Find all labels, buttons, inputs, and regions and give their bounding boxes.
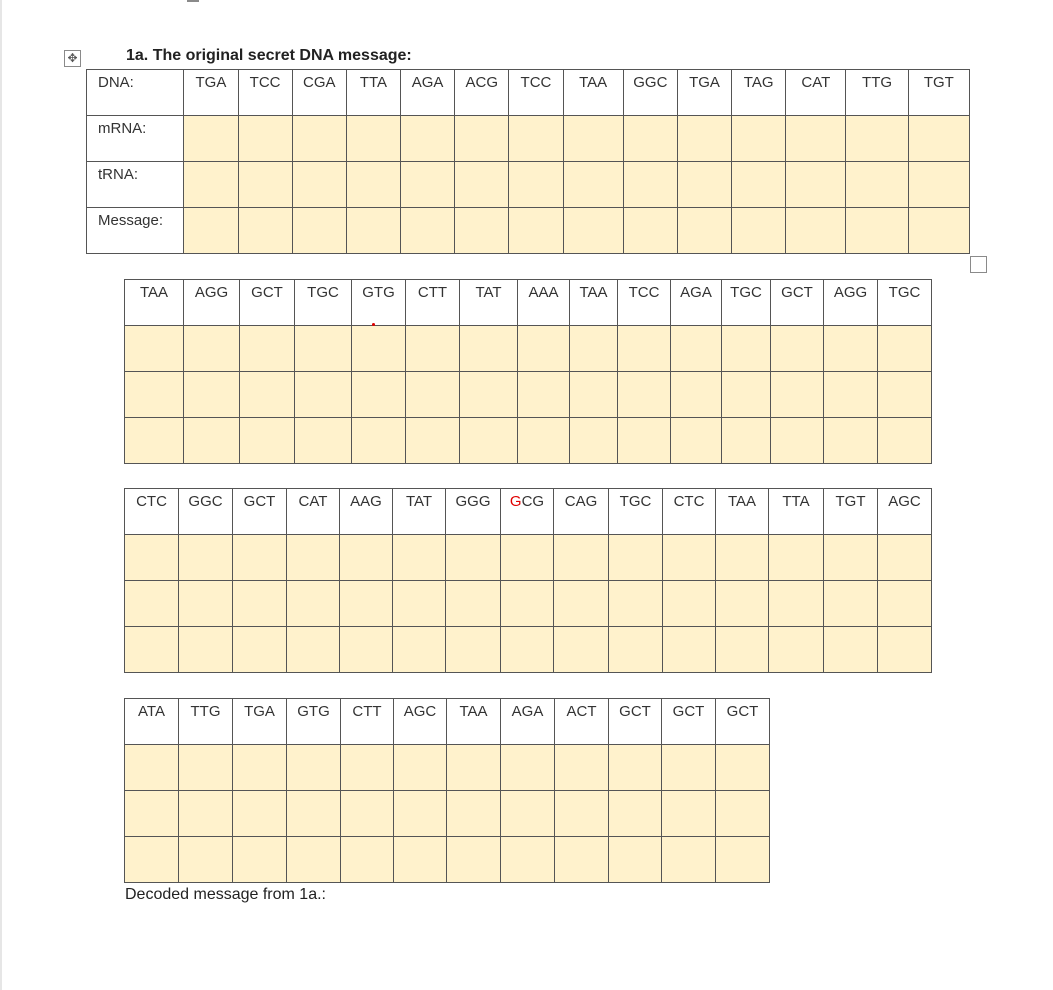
answer-cell[interactable]	[352, 372, 406, 418]
answer-cell[interactable]	[179, 535, 233, 581]
answer-cell[interactable]	[671, 326, 722, 372]
answer-cell[interactable]	[295, 418, 352, 464]
dna-table-3	[124, 488, 932, 673]
answer-cell[interactable]	[287, 837, 341, 883]
answer-cell[interactable]	[662, 745, 716, 791]
row-label: DNA:	[87, 70, 184, 116]
answer-cell[interactable]	[406, 326, 460, 372]
answer-cell[interactable]	[771, 418, 824, 464]
answer-cell[interactable]	[455, 208, 509, 254]
answer-cell[interactable]	[460, 326, 518, 372]
answer-cell[interactable]	[352, 418, 406, 464]
answer-cell[interactable]	[233, 627, 287, 673]
answer-cell[interactable]	[570, 326, 618, 372]
answer-cell[interactable]	[292, 162, 346, 208]
answer-cell[interactable]	[609, 627, 663, 673]
section-heading: 1a. The original secret DNA message:	[126, 47, 412, 64]
table-row	[125, 837, 770, 883]
answer-cell[interactable]	[716, 535, 769, 581]
answer-cell[interactable]	[292, 116, 346, 162]
answer-cell[interactable]	[769, 581, 824, 627]
codon-cell: TAG	[732, 70, 786, 116]
codon-cell: GGC	[623, 70, 677, 116]
answer-cell[interactable]	[824, 627, 878, 673]
answer-cell[interactable]	[446, 581, 501, 627]
answer-cell[interactable]	[609, 745, 662, 791]
answer-cell[interactable]	[394, 837, 447, 883]
answer-cell[interactable]	[555, 745, 609, 791]
answer-cell[interactable]	[618, 418, 671, 464]
codon-cell: TCC	[618, 280, 671, 326]
answer-cell[interactable]	[393, 535, 446, 581]
codon-rest: CG	[521, 493, 545, 510]
answer-cell[interactable]	[846, 116, 908, 162]
answer-cell[interactable]	[287, 627, 340, 673]
table-row	[125, 791, 770, 837]
codon-cell: TGC	[878, 280, 932, 326]
answer-cell[interactable]	[786, 162, 846, 208]
codon-cell: GCT	[771, 280, 824, 326]
codon-cell: AAA	[518, 280, 570, 326]
row-label: tRNA:	[87, 162, 184, 208]
answer-cell[interactable]	[786, 116, 846, 162]
dna-table-1	[86, 69, 970, 254]
codon-cell: TAA	[563, 70, 623, 116]
answer-cell[interactable]	[238, 116, 292, 162]
answer-cell[interactable]	[341, 791, 394, 837]
answer-cell[interactable]	[769, 535, 824, 581]
answer-cell[interactable]	[570, 372, 618, 418]
answer-cell[interactable]	[346, 162, 400, 208]
answer-cell[interactable]	[878, 535, 932, 581]
table-row	[87, 70, 970, 116]
codon-cell: GTG	[287, 699, 341, 745]
codon-cell: TCC	[509, 70, 563, 116]
codon-cell: AGA	[671, 280, 722, 326]
answer-cell[interactable]	[501, 745, 555, 791]
table-row	[87, 116, 970, 162]
table-resize-handle[interactable]	[970, 256, 987, 273]
answer-cell[interactable]	[732, 116, 786, 162]
answer-cell[interactable]	[509, 162, 563, 208]
answer-cell[interactable]	[878, 627, 932, 673]
answer-cell[interactable]	[179, 627, 233, 673]
answer-cell[interactable]	[125, 372, 184, 418]
answer-cell[interactable]	[563, 116, 623, 162]
answer-cell[interactable]	[509, 116, 563, 162]
answer-cell[interactable]	[184, 162, 238, 208]
codon-cell: TGC	[722, 280, 771, 326]
answer-cell[interactable]	[179, 837, 233, 883]
codon-cell: ATA	[125, 699, 179, 745]
answer-cell[interactable]	[824, 372, 878, 418]
codon-cell: GCT	[233, 489, 287, 535]
answer-cell[interactable]	[722, 326, 771, 372]
answer-cell[interactable]	[341, 837, 394, 883]
answer-cell[interactable]	[609, 581, 663, 627]
answer-cell[interactable]	[501, 837, 555, 883]
answer-cell[interactable]	[287, 745, 341, 791]
answer-cell[interactable]	[501, 791, 555, 837]
answer-cell[interactable]	[393, 581, 446, 627]
table-row	[125, 489, 932, 535]
codon-cell: TGA	[677, 70, 731, 116]
answer-cell[interactable]	[501, 581, 554, 627]
answer-cell[interactable]	[394, 791, 447, 837]
answer-cell[interactable]	[518, 372, 570, 418]
table-row	[125, 326, 932, 372]
answer-cell[interactable]	[125, 418, 184, 464]
codon-cell: TAA	[570, 280, 618, 326]
answer-cell[interactable]	[295, 326, 352, 372]
table-row	[125, 535, 932, 581]
answer-cell[interactable]	[340, 535, 393, 581]
table-row	[87, 208, 970, 254]
answer-cell[interactable]	[238, 162, 292, 208]
answer-cell[interactable]	[716, 581, 769, 627]
answer-cell[interactable]	[125, 581, 179, 627]
codon-cell: TTA	[769, 489, 824, 535]
dna-table-4	[124, 698, 770, 883]
answer-cell[interactable]	[677, 116, 731, 162]
answer-cell[interactable]	[555, 837, 609, 883]
answer-cell[interactable]	[340, 581, 393, 627]
answer-cell[interactable]	[184, 208, 238, 254]
answer-cell[interactable]	[555, 791, 609, 837]
codon-cell: AGG	[824, 280, 878, 326]
answer-cell[interactable]	[662, 791, 716, 837]
answer-cell[interactable]	[663, 627, 716, 673]
answer-cell[interactable]	[125, 791, 179, 837]
answer-cell[interactable]	[184, 372, 240, 418]
answer-cell[interactable]	[716, 791, 770, 837]
answer-cell[interactable]	[618, 326, 671, 372]
codon-cell: GTG	[352, 280, 406, 326]
answer-cell[interactable]	[771, 372, 824, 418]
codon-cell: ACG	[455, 70, 509, 116]
codon-cell: CGA	[292, 70, 346, 116]
answer-cell[interactable]	[406, 418, 460, 464]
red-mark	[372, 323, 375, 326]
answer-cell[interactable]	[125, 627, 179, 673]
answer-cell[interactable]	[824, 535, 878, 581]
codon-cell: TTG	[179, 699, 233, 745]
answer-cell[interactable]	[563, 162, 623, 208]
answer-cell[interactable]	[295, 372, 352, 418]
answer-cell[interactable]	[447, 837, 501, 883]
decoded-message-label: Decoded message from 1a.:	[125, 886, 326, 903]
codon-cell: CTT	[406, 280, 460, 326]
answer-cell[interactable]	[769, 627, 824, 673]
codon-cell: CAT	[786, 70, 846, 116]
answer-cell[interactable]	[554, 581, 609, 627]
table-row	[125, 372, 932, 418]
answer-cell[interactable]	[732, 162, 786, 208]
answer-cell[interactable]	[786, 208, 846, 254]
codon-cell: CTT	[341, 699, 394, 745]
codon-cell: AAG	[340, 489, 393, 535]
answer-cell[interactable]	[292, 208, 346, 254]
answer-cell[interactable]	[716, 837, 770, 883]
ruler-tick	[187, 0, 199, 2]
answer-cell[interactable]	[238, 208, 292, 254]
answer-cell[interactable]	[824, 418, 878, 464]
answer-cell[interactable]	[401, 116, 455, 162]
answer-cell[interactable]	[240, 418, 295, 464]
answer-cell[interactable]	[908, 116, 969, 162]
answer-cell[interactable]	[125, 326, 184, 372]
answer-cell[interactable]	[518, 418, 570, 464]
answer-cell[interactable]	[677, 162, 731, 208]
answer-cell[interactable]	[623, 208, 677, 254]
answer-cell[interactable]	[663, 535, 716, 581]
answer-cell[interactable]	[179, 791, 233, 837]
answer-cell[interactable]	[460, 418, 518, 464]
answer-cell[interactable]	[732, 208, 786, 254]
answer-cell[interactable]	[878, 581, 932, 627]
answer-cell[interactable]	[501, 535, 554, 581]
answer-cell[interactable]	[609, 535, 663, 581]
table-row	[125, 699, 770, 745]
codon-cell: CAT	[287, 489, 340, 535]
answer-cell[interactable]	[233, 581, 287, 627]
codon-cell: TTA	[346, 70, 400, 116]
answer-cell[interactable]	[716, 745, 770, 791]
codon-cell: GCT	[662, 699, 716, 745]
answer-cell[interactable]	[908, 162, 969, 208]
table-row	[125, 280, 932, 326]
answer-cell[interactable]	[623, 116, 677, 162]
answer-cell[interactable]	[233, 791, 287, 837]
answer-cell[interactable]	[824, 326, 878, 372]
answer-cell[interactable]	[663, 581, 716, 627]
answer-cell[interactable]	[609, 791, 662, 837]
table-row	[87, 162, 970, 208]
answer-cell[interactable]	[716, 627, 769, 673]
codon-cell: CTC	[125, 489, 179, 535]
codon-cell: TAA	[447, 699, 501, 745]
answer-cell[interactable]	[240, 326, 295, 372]
codon-cell: TGC	[295, 280, 352, 326]
answer-cell[interactable]	[340, 627, 393, 673]
codon-cell: TAA	[125, 280, 184, 326]
codon-cell: AGA	[401, 70, 455, 116]
codon-cell	[501, 489, 554, 535]
answer-cell[interactable]	[341, 745, 394, 791]
codon-cell: GCT	[716, 699, 770, 745]
answer-cell[interactable]	[846, 162, 908, 208]
row-label: Message:	[87, 208, 184, 254]
codon-cell: TGA	[184, 70, 238, 116]
answer-cell[interactable]	[233, 535, 287, 581]
codon-cell: TGC	[609, 489, 663, 535]
row-label: mRNA:	[87, 116, 184, 162]
answer-cell[interactable]	[125, 837, 179, 883]
page-edge	[0, 0, 2, 990]
answer-cell[interactable]	[677, 208, 731, 254]
table-row	[125, 418, 932, 464]
codon-cell: CAG	[554, 489, 609, 535]
codon-cell: TGT	[908, 70, 969, 116]
answer-cell[interactable]	[233, 745, 287, 791]
answer-cell[interactable]	[618, 372, 671, 418]
codon-cell: TCC	[238, 70, 292, 116]
codon-cell: TAA	[716, 489, 769, 535]
answer-cell[interactable]	[554, 535, 609, 581]
codon-cell: TAT	[460, 280, 518, 326]
answer-cell[interactable]	[908, 208, 969, 254]
answer-cell[interactable]	[446, 627, 501, 673]
answer-cell[interactable]	[394, 745, 447, 791]
answer-cell[interactable]	[878, 372, 932, 418]
answer-cell[interactable]	[846, 208, 908, 254]
codon-cell: AGC	[878, 489, 932, 535]
highlighted-letter: G	[509, 493, 522, 510]
codon-cell: AGG	[184, 280, 240, 326]
codon-cell: GCT	[609, 699, 662, 745]
answer-cell[interactable]	[722, 372, 771, 418]
answer-cell[interactable]	[406, 372, 460, 418]
answer-cell[interactable]	[179, 581, 233, 627]
codon-cell: ACT	[555, 699, 609, 745]
answer-cell[interactable]	[346, 116, 400, 162]
answer-cell[interactable]	[401, 162, 455, 208]
codon-cell: AGC	[394, 699, 447, 745]
codon-cell: GGC	[179, 489, 233, 535]
answer-cell[interactable]	[671, 418, 722, 464]
codon-cell: GCT	[240, 280, 295, 326]
codon-cell: GGG	[446, 489, 501, 535]
codon-cell: CTC	[663, 489, 716, 535]
codon-cell: TGT	[824, 489, 878, 535]
answer-cell[interactable]	[771, 326, 824, 372]
answer-cell[interactable]	[125, 745, 179, 791]
table-row	[125, 745, 770, 791]
answer-cell[interactable]	[287, 535, 340, 581]
answer-cell[interactable]	[447, 791, 501, 837]
answer-cell[interactable]	[554, 627, 609, 673]
answer-cell[interactable]	[455, 116, 509, 162]
answer-cell[interactable]	[878, 326, 932, 372]
answer-cell[interactable]	[563, 208, 623, 254]
answer-cell[interactable]	[460, 372, 518, 418]
answer-cell[interactable]	[824, 581, 878, 627]
dna-table-2	[124, 279, 932, 464]
answer-cell[interactable]	[623, 162, 677, 208]
answer-cell[interactable]	[662, 837, 716, 883]
answer-cell[interactable]	[447, 745, 501, 791]
answer-cell[interactable]	[393, 627, 446, 673]
answer-cell[interactable]	[455, 162, 509, 208]
answer-cell[interactable]	[346, 208, 400, 254]
answer-cell[interactable]	[184, 418, 240, 464]
answer-cell[interactable]	[609, 837, 662, 883]
answer-cell[interactable]	[501, 627, 554, 673]
answer-cell[interactable]	[125, 535, 179, 581]
answer-cell[interactable]	[184, 326, 240, 372]
answer-cell[interactable]	[240, 372, 295, 418]
answer-cell[interactable]	[570, 418, 618, 464]
table-move-handle-icon[interactable]: ✥	[64, 50, 81, 67]
codon-cell: TAT	[393, 489, 446, 535]
answer-cell[interactable]	[352, 326, 406, 372]
answer-cell[interactable]	[401, 208, 455, 254]
codon-cell: TGA	[233, 699, 287, 745]
answer-cell[interactable]	[184, 116, 238, 162]
table-row	[125, 627, 932, 673]
answer-cell[interactable]	[446, 535, 501, 581]
answer-cell[interactable]	[722, 418, 771, 464]
answer-cell[interactable]	[671, 372, 722, 418]
answer-cell[interactable]	[233, 837, 287, 883]
answer-cell[interactable]	[518, 326, 570, 372]
codon-cell: TTG	[846, 70, 908, 116]
table-row	[125, 581, 932, 627]
answer-cell[interactable]	[287, 581, 340, 627]
answer-cell[interactable]	[878, 418, 932, 464]
answer-cell[interactable]	[509, 208, 563, 254]
codon-cell: AGA	[501, 699, 555, 745]
answer-cell[interactable]	[179, 745, 233, 791]
answer-cell[interactable]	[287, 791, 341, 837]
